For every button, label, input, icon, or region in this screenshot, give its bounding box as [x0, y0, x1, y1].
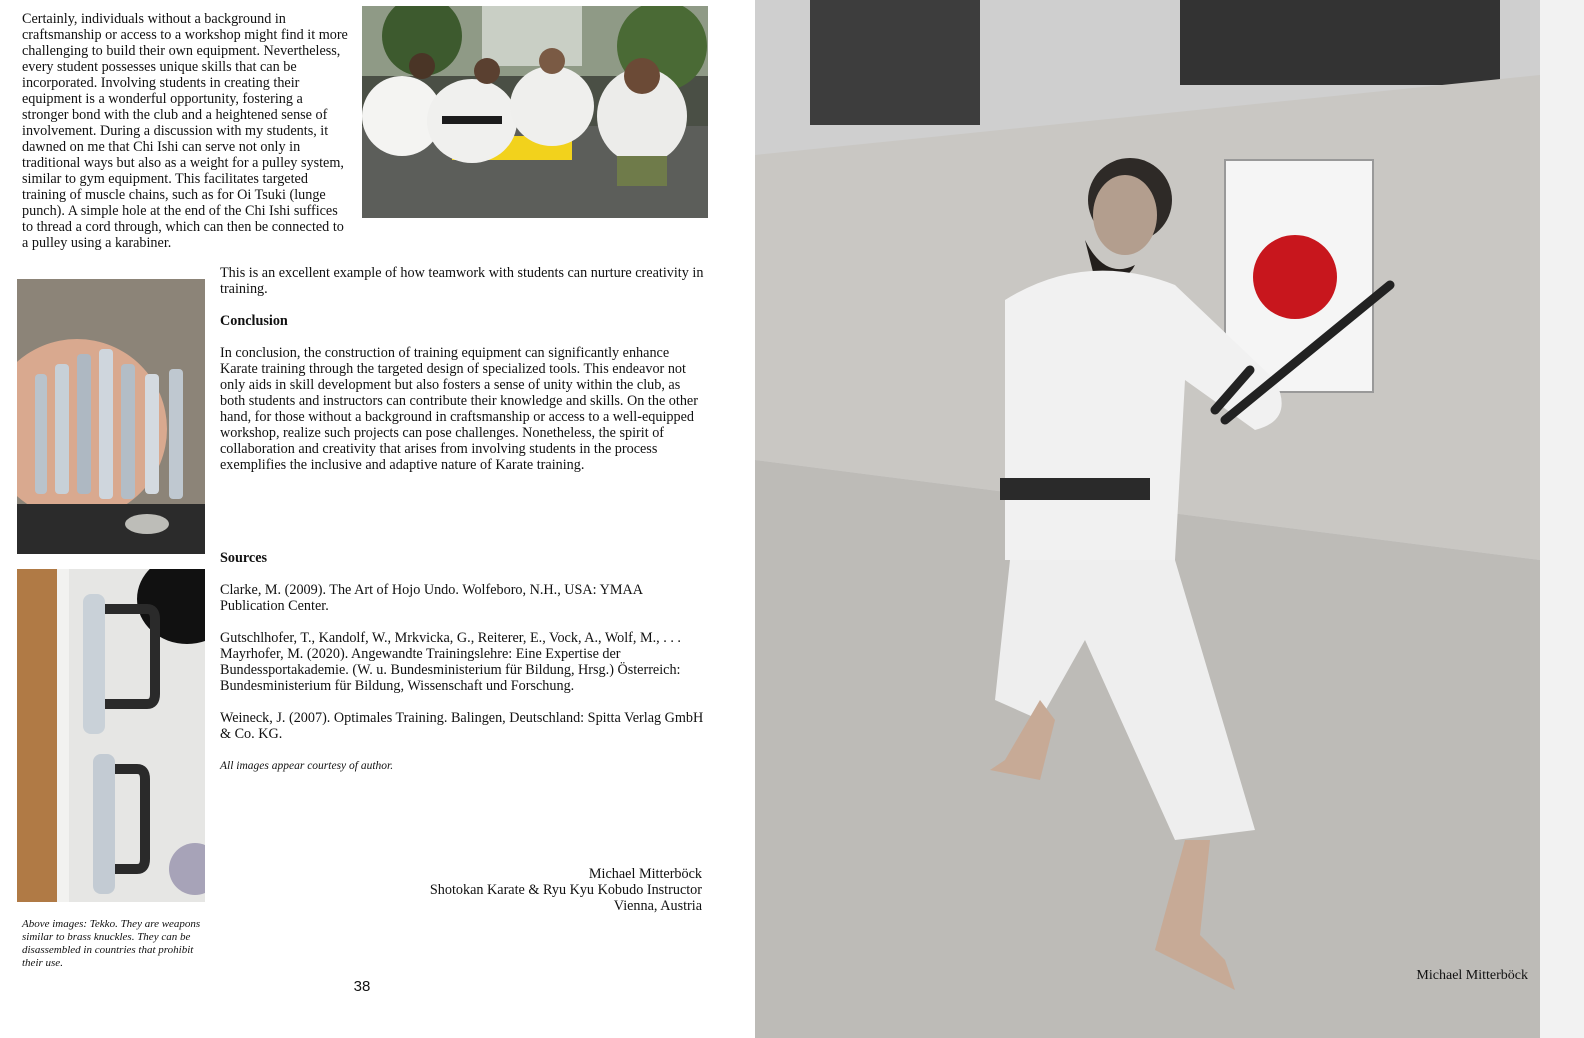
tekko-caption: Above images: Tekko. They are weapons similar to brass knuckles. They can be disassembled in countries that prohibit their use. — [22, 918, 201, 969]
right-page — [755, 0, 1584, 1038]
conclusion-heading: Conclusion — [220, 313, 288, 329]
author-name: Michael Mitterböck — [588, 866, 702, 882]
source-item: Weineck, J. (2007). Optimales Training. Balingen, Deutschland: Spitta Verlag GmbH & Co. KG. — [220, 710, 704, 742]
author-title: Shotokan Karate & Ryu Kyu Kobudo Instructor — [429, 882, 702, 898]
main-column — [220, 265, 708, 489]
sources-section — [220, 550, 708, 790]
left-page — [0, 0, 755, 1038]
karateka-photo — [755, 0, 1584, 1038]
teamwork-paragraph: This is an excellent example of how teamwork with students can nurture creativity in training. — [220, 265, 704, 297]
page-number: 38 — [353, 978, 371, 995]
author-signature — [380, 866, 702, 914]
conclusion-paragraph: In conclusion, the construction of training equipment can significantly enhance Karate training through the targeted design of specialized tools. This endeavor not only aids in skill development but also fosters a sense of unity within the club, as both students and instructors can contribute their knowledge and skills. On the other hand, for those without a background in craftsmanship or access to a well-equipped workshop, realize such projects can pose challenges. Nonetheless, the spirit of collaboration and creativity that arises from involving students in the process exemplifies the inclusive and adaptive nature of Karate training. — [220, 345, 698, 473]
photo-credit: Michael Mitterböck — [1416, 968, 1528, 983]
source-item: Clarke, M. (2009). The Art of Hojo Undo. Wolfeboro, N.H., USA: YMAA Publication Center. — [220, 582, 643, 614]
sources-heading: Sources — [220, 550, 268, 566]
workshop-photo — [362, 6, 708, 218]
author-location: Vienna, Austria — [613, 898, 702, 914]
source-item: Gutschlhofer, T., Kandolf, W., Mrkvicka, G., Reiterer, E., Vock, A., Wolf, M., . . . Mayrhofer, M. (2020). Angewandte Trainingslehre: Eine Expertise der Bundessportakademie. (W. u. Bundesministerium für Bildung, Hrsg.) Österreich: Bundesministerium für Bildung, Wissenschaft und Forschung. — [220, 630, 681, 694]
intro-paragraph: Certainly, individuals without a background in craftsmanship or access to a workshop might find it more challenging to build their own equipment. Nevertheless, every student possesses unique skills that can be incorporated. Involving students in creating their equipment is a wonderful opportunity, fostering a stronger bond with the club and a heightened sense of involvement. During a discussion with my students, it dawned on me that Chi Ishi can serve not only in traditional ways but also as a weight for a pulley system, similar to gym equipment. This facilitates targeted training of muscle chains, such as for Oi Tsuki (lunge punch). A simple hole at the end of the Chi Ishi suffices to thread a cord through, which can then be connected to a pulley using a karabiner. — [22, 11, 348, 251]
image-courtesy-note: All images appear courtesy of author. — [220, 760, 394, 772]
tekko-photo — [17, 569, 205, 902]
bolts-photo — [17, 279, 205, 554]
